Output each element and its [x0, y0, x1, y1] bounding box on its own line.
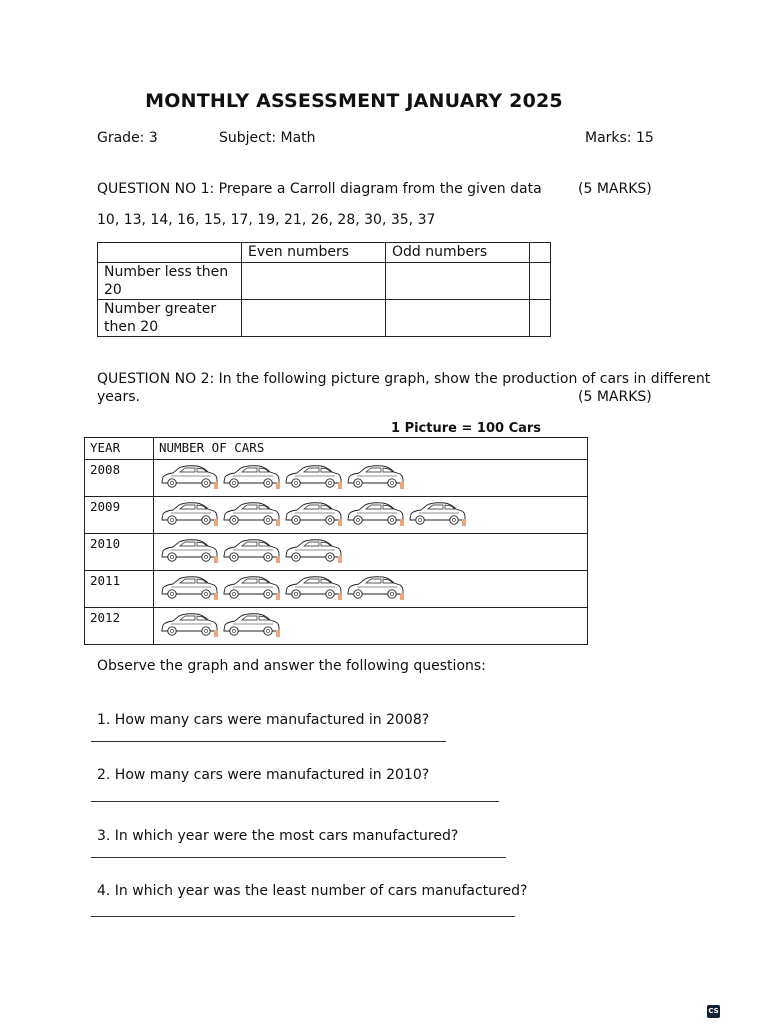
car-icon [407, 499, 467, 529]
year-label: 2009 [85, 497, 154, 534]
car-icons-cell [154, 608, 588, 645]
question-item: 3. In which year were the most cars manufactured? [97, 828, 459, 844]
car-icon [283, 573, 343, 603]
year-label: 2012 [85, 608, 154, 645]
car-icons-cell [154, 497, 588, 534]
question-item: 2. How many cars were manufactured in 2010? [97, 767, 430, 783]
question-1-numbers: 10, 13, 14, 16, 15, 17, 19, 21, 26, 28, 30, 35, 37 [97, 212, 436, 228]
car-icon [221, 499, 281, 529]
question-item: 4. In which year was the least number of cars manufactured? [97, 883, 528, 899]
carroll-answer-cell[interactable] [386, 300, 530, 337]
answer-line[interactable] [91, 741, 446, 742]
car-icon [159, 536, 219, 566]
carroll-row-label-less: Number less then 20 [98, 263, 242, 300]
carroll-extra-cell [530, 300, 551, 337]
carroll-extra-cell [530, 243, 551, 263]
carroll-answer-cell[interactable] [386, 263, 530, 300]
carroll-header-even: Even numbers [242, 243, 386, 263]
col-header-cars: NUMBER OF CARS [154, 438, 588, 460]
pictograph-row [85, 571, 588, 608]
col-header-year: YEAR [85, 438, 154, 460]
car-icons-cell [154, 571, 588, 608]
carroll-extra-cell [530, 263, 551, 300]
carroll-answer-cell[interactable] [242, 300, 386, 337]
car-icons-cell [154, 534, 588, 571]
car-icon [221, 573, 281, 603]
carroll-diagram-table [97, 242, 551, 337]
car-icon [159, 462, 219, 492]
car-icon [345, 462, 405, 492]
pictograph-row [85, 497, 588, 534]
question-2-prompt-cont: years. [97, 389, 140, 405]
pictograph-table [84, 437, 588, 645]
pictograph-key: 1 Picture = 100 Cars [391, 421, 542, 436]
pictograph-row [85, 608, 588, 645]
pictograph-row [85, 460, 588, 497]
year-label: 2011 [85, 571, 154, 608]
question-1-prompt: QUESTION NO 1: Prepare a Carroll diagram from the given data [97, 181, 542, 197]
observe-instruction: Observe the graph and answer the following questions: [97, 658, 486, 674]
car-icon [159, 499, 219, 529]
carroll-corner-cell [98, 243, 242, 263]
camscanner-logo: CS [707, 1005, 720, 1018]
question-2-prompt: QUESTION NO 2: In the following picture graph, show the production of cars in different [97, 371, 711, 387]
car-icon [283, 536, 343, 566]
question-1-marks: (5 MARKS) [578, 181, 652, 197]
car-icon [283, 499, 343, 529]
grade-label: Grade: 3 [97, 130, 158, 146]
car-icon [345, 573, 405, 603]
car-icon [159, 610, 219, 640]
car-icons-cell [154, 460, 588, 497]
car-icon [159, 573, 219, 603]
question-2-marks: (5 MARKS) [578, 389, 652, 405]
answer-line[interactable] [91, 801, 499, 802]
carroll-header-odd: Odd numbers [386, 243, 530, 263]
car-icon [345, 499, 405, 529]
carroll-row-label-greater: Number greater then 20 [98, 300, 242, 337]
page-title: MONTHLY ASSESSMENT JANUARY 2025 [145, 90, 563, 112]
year-label: 2008 [85, 460, 154, 497]
carroll-answer-cell[interactable] [242, 263, 386, 300]
car-icon [283, 462, 343, 492]
year-label: 2010 [85, 534, 154, 571]
answer-line[interactable] [91, 916, 515, 917]
car-icon [221, 536, 281, 566]
subject-label: Subject: Math [219, 130, 316, 146]
pictograph-row [85, 534, 588, 571]
marks-label: Marks: 15 [585, 130, 654, 146]
answer-line[interactable] [91, 857, 506, 858]
question-item: 1. How many cars were manufactured in 2008? [97, 712, 430, 728]
car-icon [221, 610, 281, 640]
car-icon [221, 462, 281, 492]
